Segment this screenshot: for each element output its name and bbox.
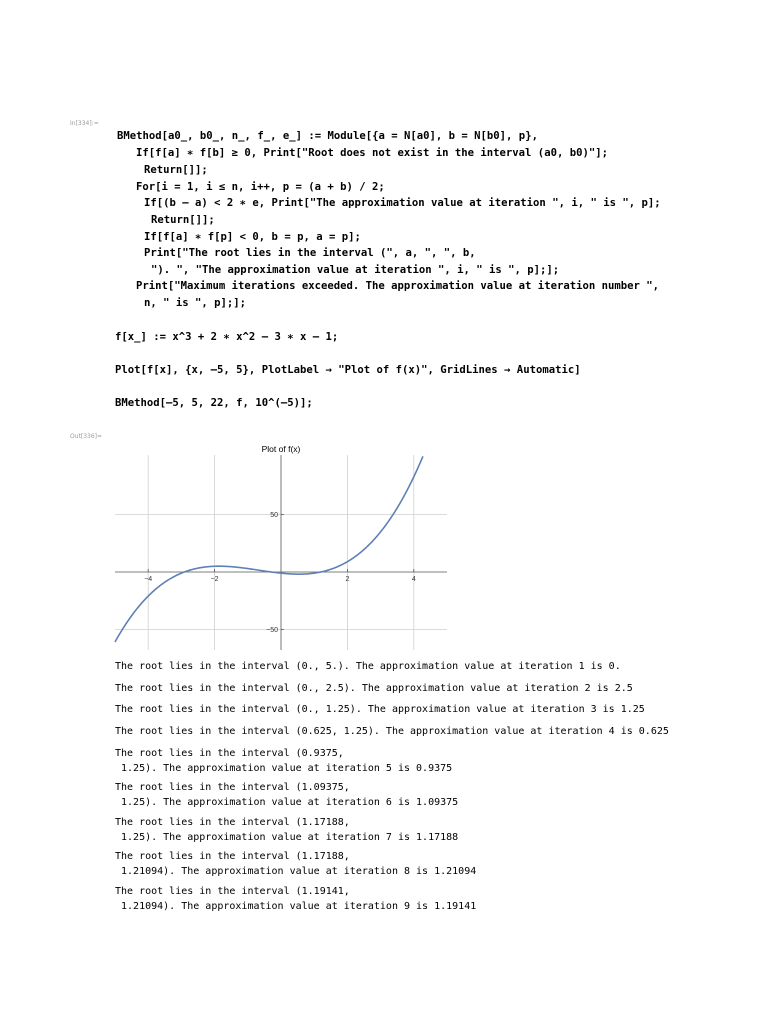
code-line: "). ", "The approximation value at iteration ", i, " is ", p];]; [151,264,560,276]
input-cell-label: In[334]:= [70,120,99,127]
axes [115,455,447,650]
output-line: The root lies in the interval (0., 2.5). The approximation value at iteration 2 is 2.5 [115,683,633,694]
output-line: 1.25). The approximation value at iteration 7 is 1.17188 [115,832,459,843]
x-tick-label: 2 [345,576,350,583]
code-line: If[f[a] ∗ f[p] < 0, b = p, a = p]; [144,231,361,243]
output-line: The root lies in the interval (1.17188, [115,817,350,828]
plot-graphic[interactable] [110,440,455,655]
bmethod-call-line: BMethod[–5, 5, 22, f, 10^(–5)]; [115,397,313,409]
code-cell[interactable] [0,0,768,420]
output-line: The root lies in the interval (1.09375, [115,782,350,793]
code-line: Return[]]; [144,164,208,176]
output-line: The root lies in the interval (1.17188, [115,851,350,862]
output-cell-label: Out[336]= [70,433,103,440]
plot-command-line: Plot[f[x], {x, –5, 5}, PlotLabel → "Plot of f(x)", GridLines → Automatic] [115,364,581,376]
y-tick-label: −50 [266,626,278,634]
output-line: 1.21094). The approximation value at iteration 8 is 1.21094 [115,866,477,877]
code-line: If[f[a] ∗ f[b] ≥ 0, Print["Root does not exist in the interval (a0, b0)"]; [136,147,608,159]
output-line: 1.25). The approximation value at iteration 5 is 0.9375 [115,763,453,774]
code-line: Print["The root lies in the interval (", a, ", ", b, [144,247,476,259]
x-tick-label: −2 [210,576,219,583]
code-line: Return[]]; [151,214,215,226]
output-line: The root lies in the interval (0.625, 1.25). The approximation value at iteration 4 is 0.625 [115,726,669,737]
x-tick-label: 4 [411,576,416,583]
code-line: n, " is ", p];]; [144,297,247,309]
output-line: The root lies in the interval (0., 5.). The approximation value at iteration 1 is 0. [115,661,621,672]
y-tick-label: 50 [270,512,278,520]
output-line: The root lies in the interval (0., 1.25). The approximation value at iteration 3 is 1.25 [115,704,645,715]
output-line: The root lies in the interval (1.19141, [115,886,350,897]
code-line: Print["Maximum iterations exceeded. The approximation value at iteration number ", [136,280,659,292]
code-line: If[(b – a) < 2 ∗ e, Print["The approximation value at iteration ", i, " is ", p]; [144,197,661,209]
output-line: 1.21094). The approximation value at iteration 9 is 1.19141 [115,901,477,912]
function-definition-line: f[x_] := x^3 + 2 ∗ x^2 – 3 ∗ x – 1; [115,331,339,343]
plot-title: Plot of f(x) [261,444,301,454]
x-tick-label: −4 [144,576,153,583]
code-line: BMethod[a0_, b0_, n_, f_, e_] := Module[{a = N[a0], b = N[b0], p}, [117,130,538,142]
code-line: For[i = 1, i ≤ n, i++, p = (a + b) / 2; [136,181,385,193]
output-line: 1.25). The approximation value at iteration 6 is 1.09375 [115,797,459,808]
output-line: The root lies in the interval (0.9375, [115,748,344,759]
function-curve [115,456,423,642]
